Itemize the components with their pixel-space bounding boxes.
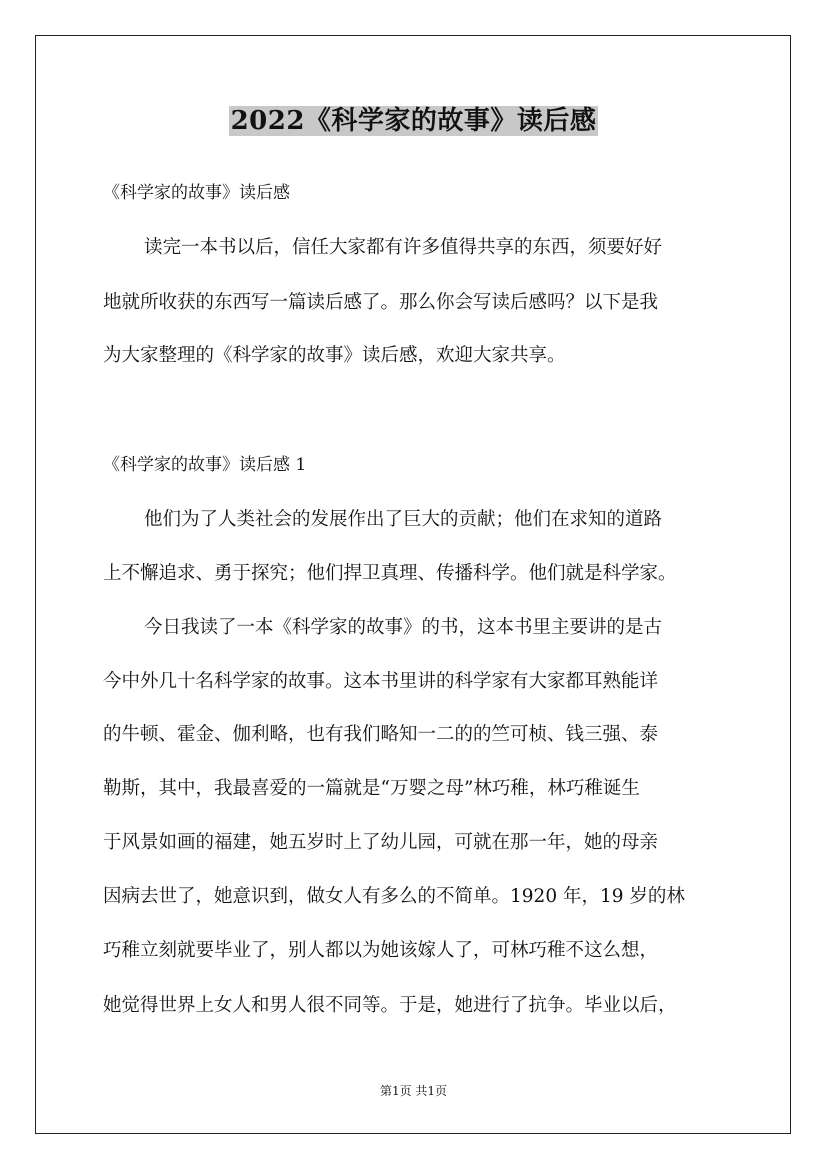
body-line: 巧稚立刻就要毕业了，别人都以为她该嫁人了，可林巧稚不这么想， xyxy=(103,940,659,961)
intro-line: 地就所收获的东西写一篇读后感了。那么你会写读后感吗？以下是我 xyxy=(103,292,659,313)
page-footer: 第1页 共1页 xyxy=(379,1084,448,1098)
body-line: 今中外几十名科学家的故事。这本书里讲的科学家有大家都耳熟能详 xyxy=(103,671,659,692)
body-line: 她觉得世界上女人和男人很不同等。于是，她进行了抗争。毕业以后， xyxy=(103,995,677,1016)
body-line: 他们为了人类社会的发展作出了巨大的贡献；他们在求知的道路 xyxy=(144,509,663,530)
body-line: 因病去世了，她意识到，做女人有多么的不简单。1920 年，19 岁的林 xyxy=(103,886,685,907)
intro-line: 为大家整理的《科学家的故事》读后感，欢迎大家共享。 xyxy=(103,345,566,366)
section-heading: 《科学家的故事》读后感 1 xyxy=(103,455,307,475)
document-title: 2022《科学家的故事》读后感 xyxy=(230,106,597,136)
document-subheading: 《科学家的故事》读后感 xyxy=(103,183,290,203)
body-line: 的牛顿、霍金、伽利略，也有我们略知一二的的竺可桢、钱三强、泰 xyxy=(103,724,659,745)
body-line: 今日我读了一本《科学家的故事》的书，这本书里主要讲的是古 xyxy=(144,617,663,638)
body-line: 上不懈追求、勇于探究；他们捍卫真理、传播科学。他们就是科学家。 xyxy=(103,563,677,584)
body-line: 于风景如画的福建，她五岁时上了幼儿园，可就在那一年，她的母亲 xyxy=(103,832,659,853)
body-line: 勒斯，其中，我最喜爱的一篇就是“万婴之母”林巧稚，林巧稚诞生 xyxy=(103,778,640,799)
intro-line: 读完一本书以后，信任大家都有许多值得共享的东西，须要好好 xyxy=(144,237,663,258)
